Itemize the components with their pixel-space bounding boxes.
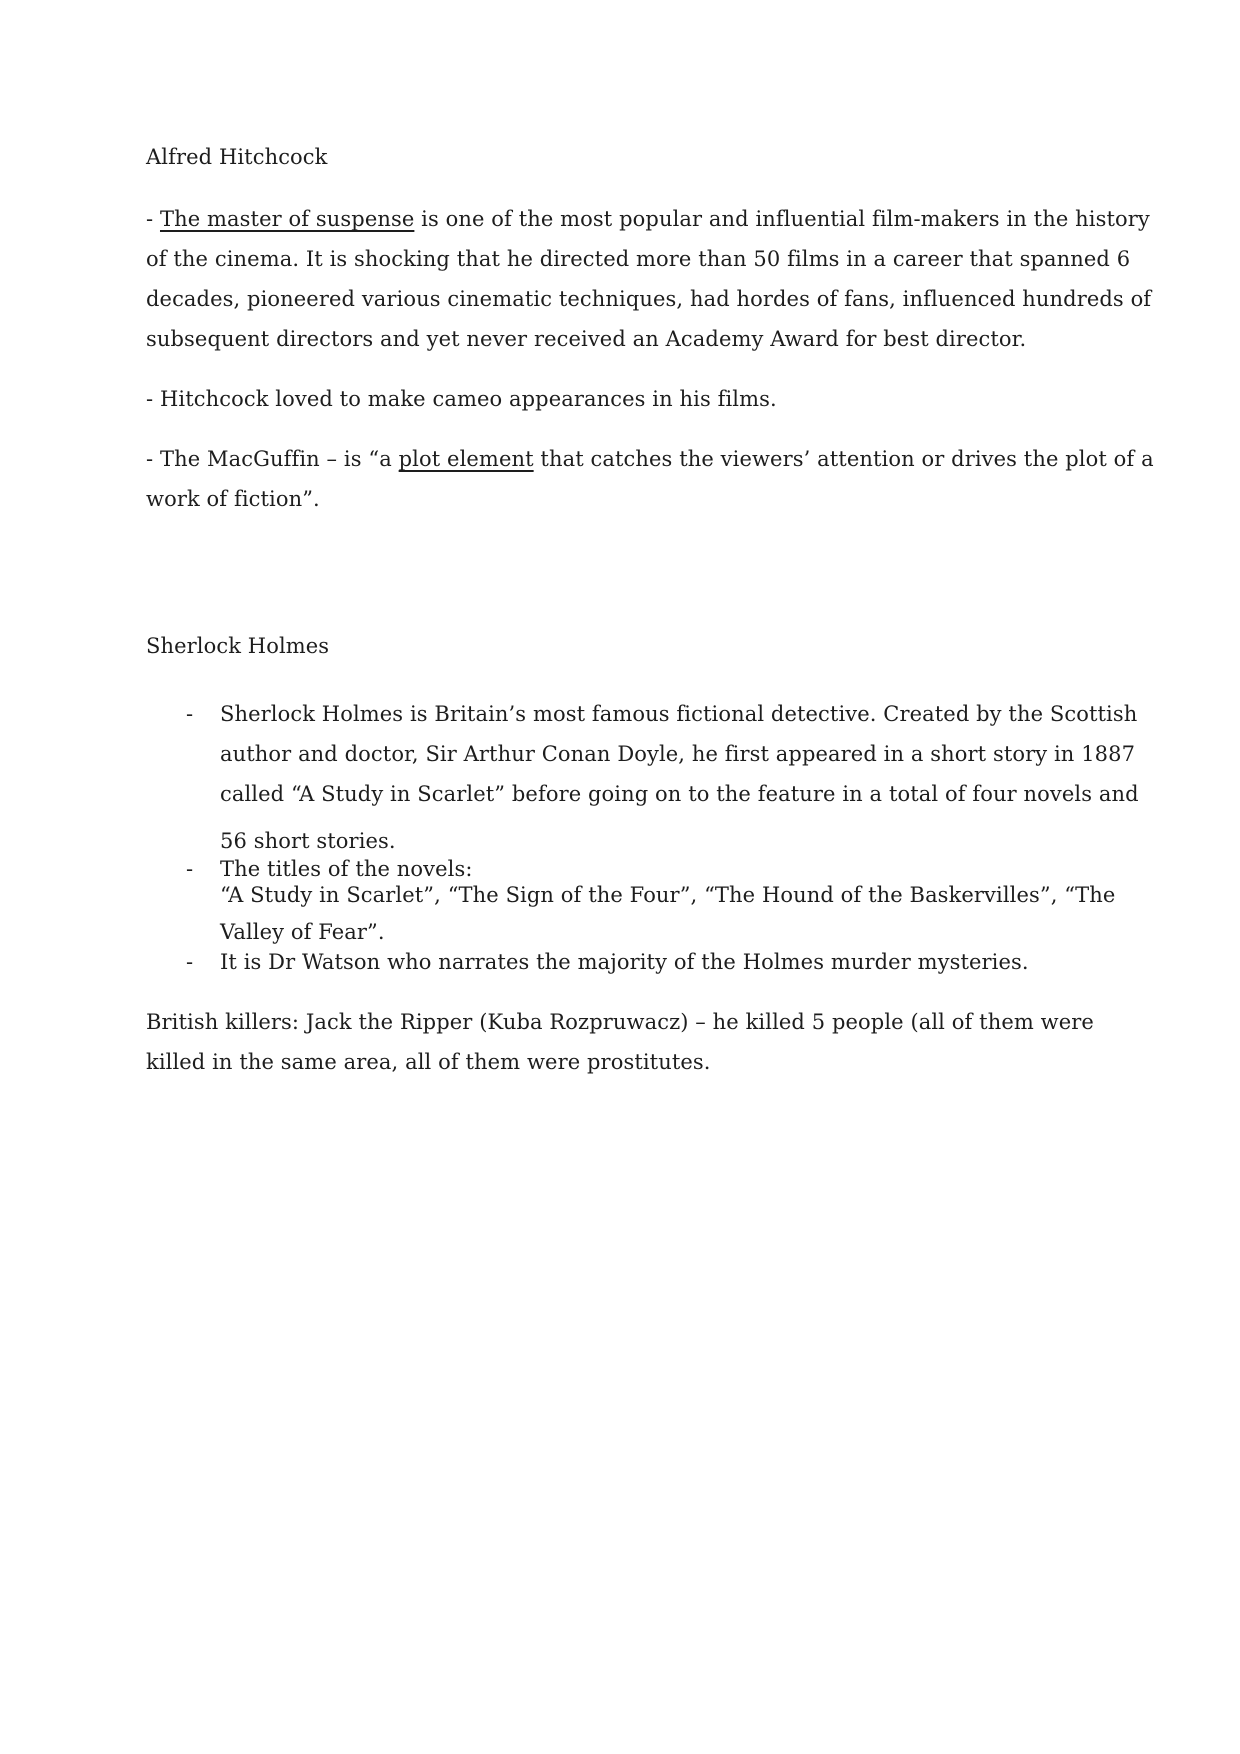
macguffin-paragraph-line-1 [146,446,1184,472]
hitchcock-paragraph-line-3: decades, pioneered various cinematic techniques, had hordes of fans, influenced hundreds of [146,287,1152,311]
hitchcock-paragraph-line-1 [146,206,1184,232]
british-killers-paragraph-line-2: killed in the same area, all of them were prostitutes. [146,1050,711,1074]
macguffin-paragraph-line-2: work of fiction”. [146,487,320,511]
bullet-text: It is Dr Watson who narrates the majority of the Holmes murder mysteries. [220,950,1029,974]
bullet-item-1-line-2: author and doctor, Sir Arthur Conan Doyle, he first appeared in a short story in 1887 [220,742,1136,766]
bullet-item-1-line-3: called “A Study in Scarlet” before going on to the feature in a total of four novels and [220,782,1139,806]
bullet-item-3-line-1 [146,949,1184,975]
bullet-item-1-line-1 [146,701,1184,727]
paragraph-text: is one of the most popular and influential film-makers in the history [414,207,1150,231]
underlined-phrase-master-of-suspense: The master of suspense [159,207,415,231]
dash-prefix: - The MacGuffin – is “a [146,447,399,471]
paragraph-text: that catches the viewers’ attention or drives the plot of a [533,447,1154,471]
bullet-item-2-line-2: “A Study in Scarlet”, “The Sign of the Four”, “The Hound of the Baskervilles”, “The [220,883,1116,907]
bullet-marker: - [186,857,194,881]
hitchcock-paragraph-line-4: subsequent directors and yet never received an Academy Award for best director. [146,327,1027,351]
bullet-item-2-line-3: Valley of Fear”. [220,920,385,944]
bullet-text: The titles of the novels: [220,857,473,881]
bullet-text: Sherlock Holmes is Britain’s most famous fictional detective. Created by the Scottish [220,702,1138,726]
bullet-marker: - [186,702,194,726]
cameo-paragraph: - Hitchcock loved to make cameo appearances in his films. [146,387,777,411]
underlined-phrase-plot-element: plot element [398,447,534,471]
bullet-item-1-line-4: 56 short stories. [220,829,396,853]
british-killers-paragraph-line-1: British killers: Jack the Ripper (Kuba Rozpruwacz) – he killed 5 people (all of them were [146,1010,1094,1034]
hitchcock-paragraph-line-2: of the cinema. It is shocking that he directed more than 50 films in a career that spanned 6 [146,247,1131,271]
bullet-item-2-line-1 [146,856,1184,882]
dash-prefix: - [146,207,160,231]
heading-alfred-hitchcock: Alfred Hitchcock [146,145,328,169]
heading-sherlock-holmes: Sherlock Holmes [146,634,330,658]
bullet-marker: - [186,950,194,974]
